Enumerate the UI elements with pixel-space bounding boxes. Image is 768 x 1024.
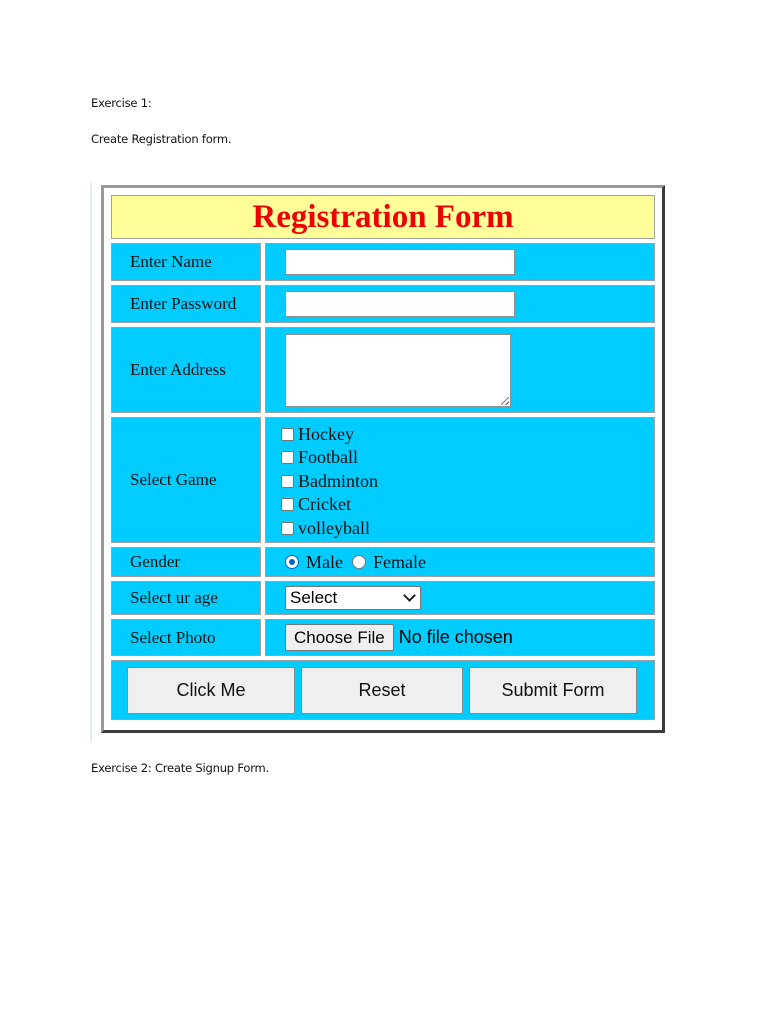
address-label: Enter Address: [111, 327, 261, 413]
exercise-1-heading: Exercise 1:: [91, 96, 152, 110]
age-select[interactable]: [285, 586, 421, 610]
file-status-text: No file chosen: [398, 627, 513, 647]
choose-file-button[interactable]: Choose File: [285, 624, 394, 651]
game-label: Select Game: [111, 417, 261, 543]
form-title-cell: [111, 195, 655, 239]
exercise-2-heading: Exercise 2: Create Signup Form.: [91, 761, 269, 775]
checkbox[interactable]: [281, 428, 294, 441]
checkbox[interactable]: [281, 522, 294, 535]
gender-male-label: Male: [306, 551, 343, 572]
exercise-1-description: Create Registration form.: [91, 132, 232, 146]
click-me-button[interactable]: Click Me: [127, 667, 295, 714]
password-label: Enter Password: [111, 285, 261, 323]
submit-form-button[interactable]: Submit Form: [469, 667, 637, 714]
game-option-badminton[interactable]: [281, 469, 654, 493]
photo-label: Select Photo: [111, 619, 261, 656]
game-option-label: volleyball: [298, 517, 370, 538]
checkbox[interactable]: [281, 498, 294, 511]
gender-label: Gender: [111, 547, 261, 577]
checkbox[interactable]: [281, 451, 294, 464]
registration-form-screenshot: [101, 185, 665, 733]
game-option-cricket[interactable]: [281, 493, 654, 517]
chevron-down-icon: [403, 589, 416, 602]
left-margin-bar: [90, 182, 92, 742]
form-buttons-cell: [111, 660, 655, 720]
password-input[interactable]: [285, 291, 515, 317]
resize-grip-icon[interactable]: [501, 397, 509, 405]
game-option-football[interactable]: [281, 446, 654, 470]
address-textarea[interactable]: [285, 334, 511, 407]
name-input[interactable]: [285, 249, 515, 275]
gender-male-radio[interactable]: [285, 555, 299, 569]
game-option-label: Hockey: [298, 423, 354, 444]
registration-form-table: [107, 191, 659, 724]
name-label: Enter Name: [111, 243, 261, 281]
game-option-label: Cricket: [298, 494, 351, 514]
game-checkbox-list: [285, 420, 654, 540]
game-option-volleyball[interactable]: [281, 516, 654, 540]
game-option-label: Badminton: [298, 470, 378, 491]
gender-female-label: Female: [372, 551, 426, 572]
reset-button[interactable]: Reset: [301, 667, 463, 714]
gender-female-radio[interactable]: [352, 555, 366, 569]
form-title: Registration Form: [252, 198, 514, 235]
photo-file-input: [285, 624, 654, 651]
game-option-label: Football: [298, 447, 359, 467]
gender-radio-group: [285, 552, 654, 573]
age-label: Select ur age: [111, 581, 261, 615]
form-button-row: [127, 667, 654, 714]
checkbox[interactable]: [281, 475, 294, 488]
age-select-value: Select: [290, 588, 338, 607]
game-option-hockey[interactable]: [281, 422, 654, 446]
